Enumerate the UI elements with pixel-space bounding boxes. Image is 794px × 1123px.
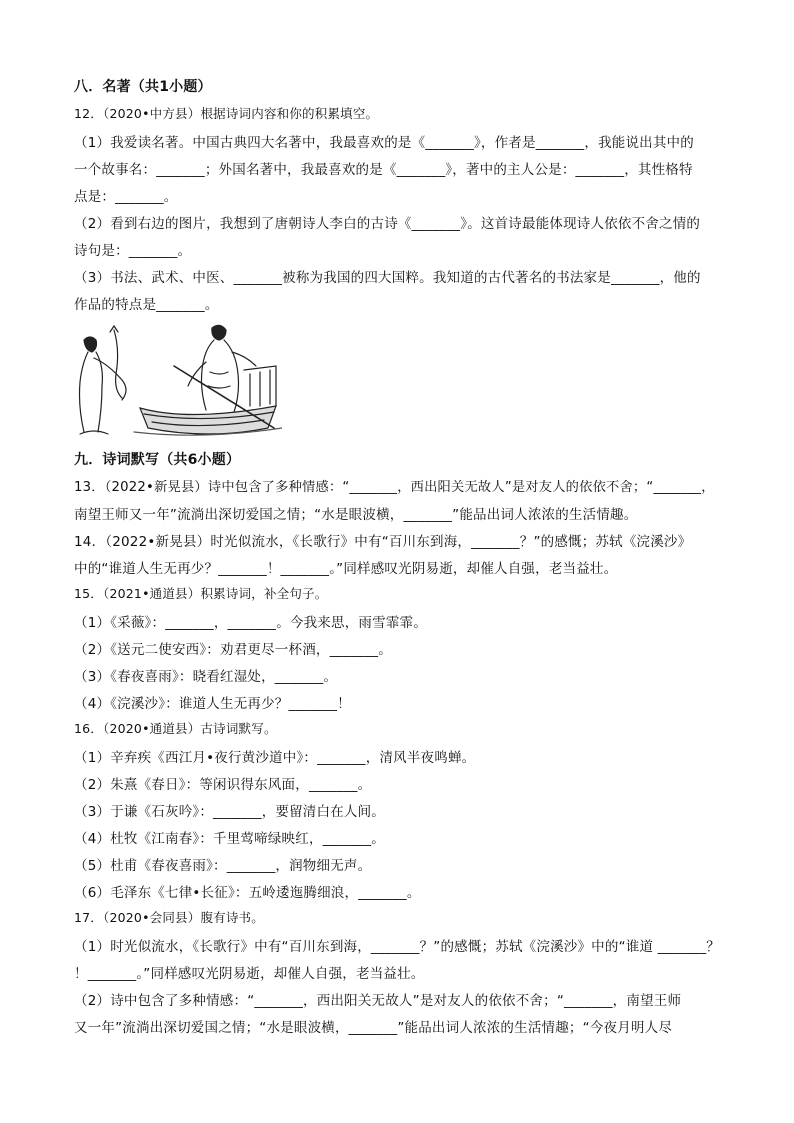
q17-part2-line1: （2）诗中包含了多种情感：“_______，西出阳关无故人”是对友人的依依不舍；“_______，南望王师 [74,993,682,1009]
q17-part2-line2: 又一年”流淌出深切爱国之情；“水是眼波横，_______”能品出词人浓浓的生活情趣；“今夜月明人尽 [74,1020,673,1036]
q16-item6: （6）毛泽东《七律•长征》：五岭逶迤腾细浪，_______。 [74,885,421,901]
q16-item4: （4）杜牧《江南春》：千里莺啼绿映红，_______。 [74,831,385,847]
q16-header: 16．（2020•通道县）古诗词默写。 [74,721,277,736]
q15-item3: （3）《春夜喜雨》：晓看红湿处，_______。 [74,669,338,685]
q13-line1: 13．（2022•新晃县）诗中包含了多种情感：“_______，西出阳关无故人”是对友人的依依不舍；“_______， [74,480,715,495]
q17-part1-line1: （1）时光似流水，《长歌行》中有“百川东到海，_______？”的感慨；苏轼《浣溪沙》中的“谁道 _______？ [74,939,721,955]
q12-header: 12．（2020•中方县）根据诗词内容和你的积累填空。 [74,106,379,121]
q15-item4: （4）《浣溪沙》：谁道人生无再少？_______！ [74,696,351,712]
q15-item2: （2）《送元二使安西》：劝君更尽一杯酒，_______。 [74,642,392,658]
q17-header: 17．（2020•会同县）腹有诗书。 [74,910,264,925]
q12-part3-line2: 作品的特点是_______。 [74,297,219,313]
q12-part1-line1: （1）我爱读名著。中国古典四大名著中，我最喜欢的是《_______》，作者是_______，我能说出其中的 [74,135,694,151]
q16-item5: （5）杜甫《春夜喜雨》：_______，润物细无声。 [74,858,372,874]
q12-part2-line1: （2）看到右边的图片，我想到了唐朝诗人李白的古诗《_______》。这首诗最能体现诗人依依不舍之情的 [74,216,701,232]
q16-item2: （2）朱熹《春日》：等闲识得东风面，_______。 [74,777,372,793]
q16-item3: （3）于谦《石灰吟》：_______，要留清白在人间。 [74,804,385,820]
q14-line1: 14．（2022•新晃县）时光似流水，《长歌行》中有“百川东到海，_______？”的感慨；苏轼《浣溪沙》 [74,534,692,550]
section-9-heading: 九．诗词默写（共6小题） [74,452,241,468]
q13-line2: 南望王师又一年”流淌出深切爱国之情；“水是眼波横，_______”能品出词人浓浓的生活情趣。 [74,507,638,523]
q12-part1-line2: 一个故事名：_______；外国名著中，我最喜欢的是《_______》，著中的主人公是：_______，其性格特 [74,162,693,178]
q17-part1-line2: ！_______。”同样感叹光阴易逝，却催人自强，老当益壮。 [74,966,425,982]
q15-header: 15．（2021•通道县）积累诗词，补全句子。 [74,586,328,601]
section-8-heading: 八．名著（共1小题） [74,79,212,95]
farewell-boat-illustration [74,322,282,438]
q15-item1: （1）《采薇》：_______，_______。今我来思，雨雪霏霏。 [74,615,427,631]
q14-line2: 中的“谁道人生无再少？_______！_______。”同样感叹光阴易逝，却催人自强，老当益壮。 [74,561,618,577]
q16-item1: （1）辛弃疾《西江月•夜行黄沙道中》：_______，清风半夜鸣蝉。 [74,750,476,766]
q12-part2-line2: 诗句是：_______。 [74,243,192,259]
q12-part1-line3: 点是：_______。 [74,189,178,205]
q12-part3-line1: （3）书法、武术、中医、_______被称为我国的四大国粹。我知道的古代著名的书法家是_______，他的 [74,270,701,286]
